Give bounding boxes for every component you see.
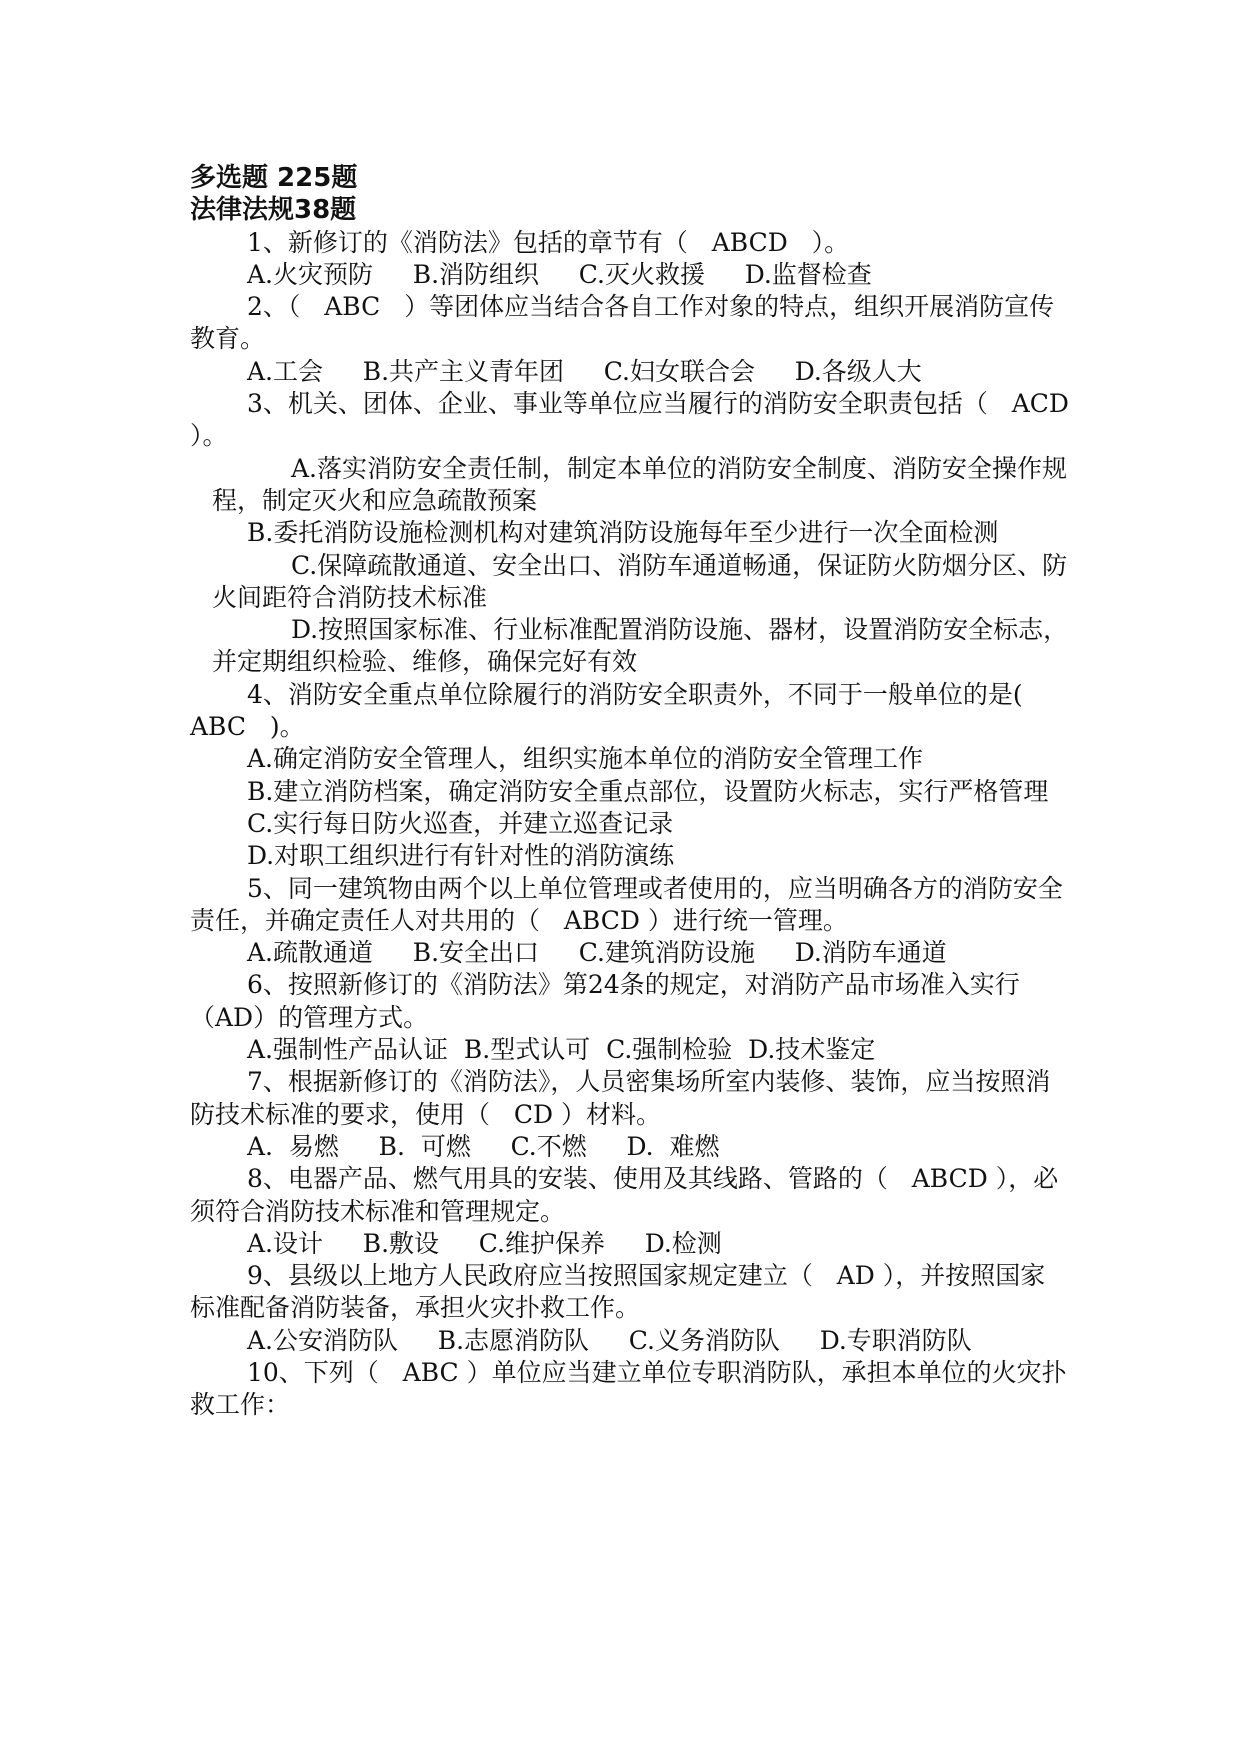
question-4-option-d: D.对职工组织进行有针对性的消防演练 [247,841,675,871]
question-5: 5、同一建筑物由两个以上单位管理或者使用的，应当明确各方的消防安全责任，并确定责任人对共用的（ ABCD ）进行统一管理。 [190,873,1063,935]
question-5-options: A.疏散通道 B.安全出口 C.建筑消防设施 D.消防车通道 [247,938,947,968]
question-8: 8、电器产品、燃气用具的安装、使用及其线路、管路的（ ABCD ），必须符合消防技术标准和管理规定。 [190,1164,1059,1226]
question-3-option-c: C.保障疏散通道、安全出口、消防车通道畅通，保证防火防烟分区、防火间距符合消防技术标准 [212,550,1068,612]
question-3-option-d: D.按照国家标准、行业标准配置消防设施、器材，设置消防安全标志，并定期组织检验、维修，确保完好有效 [212,615,1069,677]
question-3-option-b: B.委托消防设施检测机构对建筑消防设施每年至少进行一次全面检测 [247,518,999,548]
question-4: 4、消防安全重点单位除履行的消防安全职责外，不同于一般单位的是( ABC )。 [190,679,1047,742]
question-9-options: A.公安消防队 B.志愿消防队 C.义务消防队 D.专职消防队 [247,1325,972,1355]
question-3: 3、机关、团体、企业、事业等单位应当履行的消防安全职责包括（ ACD ）。 [190,389,1101,451]
question-8-options: A.设计 B.敷设 C.维护保养 D.检测 [247,1228,722,1258]
question-1-options: A.火灾预防 B.消防组织 C.灭火救援 D.监督检查 [247,259,872,289]
question-6-options: A.强制性产品认证 B.型式认可 C.强制检验 D.技术鉴定 [247,1035,876,1065]
document-body [190,162,1101,1422]
question-7-options: A. 易燃 B. 可燃 C.不燃 D. 难燃 [247,1131,720,1161]
question-10: 10、下列（ ABC ）单位应当建立单位专职消防队，承担本单位的火灾扑救工作： [190,1357,1067,1420]
question-4-option-b: B.建立消防档案，确定消防安全重点部位，设置防火标志，实行严格管理 [247,776,1049,806]
question-6: 6、按照新修订的《消防法》第24条的规定，对消防产品市场准入实行（AD）的管理方式。 [190,970,1020,1032]
question-9: 9、县级以上地方人民政府应当按照国家规定建立（ AD ），并按照国家标准配备消防装备，承担火灾扑救工作。 [190,1261,1046,1323]
question-3-option-a: A.落实消防安全责任制，制定本单位的消防安全制度、消防安全操作规程，制定灭火和应急疏散预案 [212,453,1068,515]
document-title: 多选题 225题 [190,163,358,193]
section-heading: 法律法规38题 [190,195,357,226]
question-7: 7、根据新修订的《消防法》，人员密集场所室内装修、装饰，应当按照消防技术标准的要求，使用（ CD ）材料。 [190,1067,1051,1129]
question-4-option-a: A.确定消防安全管理人，组织实施本单位的消防安全管理工作 [247,744,924,774]
question-4-option-c: C.实行每日防火巡查，并建立巡查记录 [247,808,674,838]
question-2: 2、（ ABC ）等团体应当结合各自工作对象的特点，组织开展消防宣传教育。 [190,292,1055,354]
question-2-options: A.工会 B.共产主义青年团 C.妇女联合会 D.各级人大 [247,356,922,386]
question-1: 1、新修订的《消防法》包括的章节有（ ABCD ）。 [247,227,850,257]
